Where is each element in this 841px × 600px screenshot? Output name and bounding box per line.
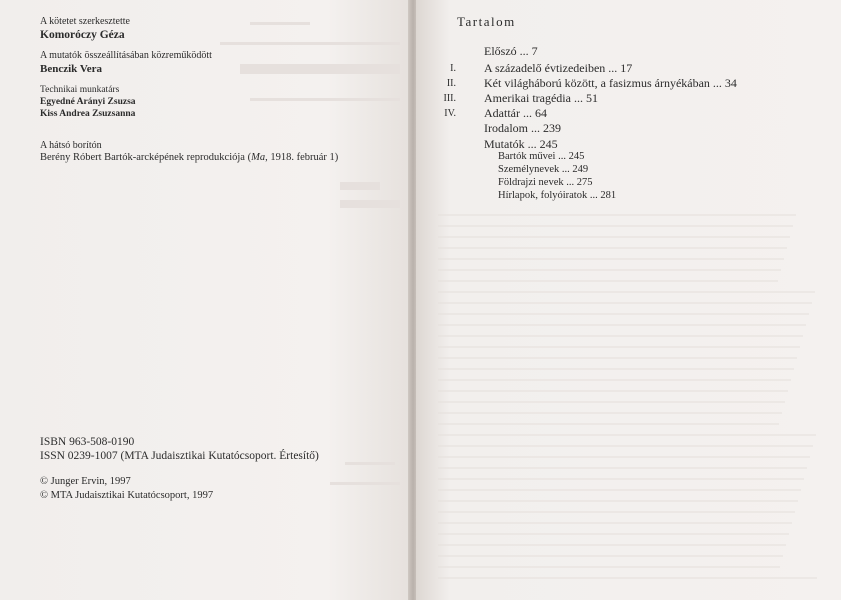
show-through-line: [438, 544, 786, 546]
toc-label: A századelő évtizedeiben ... 17: [484, 61, 633, 75]
isbn: ISBN 963-508-0190: [40, 436, 135, 448]
toc-label: Földrajzi nevek ... 275: [498, 177, 593, 188]
toc-number: II.: [446, 78, 456, 89]
technical-caption: Technikai munkatárs: [40, 85, 120, 95]
cover-text-italic: Ma: [251, 152, 266, 163]
toc-number: I.: [450, 63, 456, 74]
toc-label: Személynevek ... 249: [498, 164, 589, 175]
technical-name: Egyedné Arányi Zsuzsa: [40, 97, 136, 107]
show-through-mark: [340, 200, 400, 208]
show-through-line: [438, 368, 794, 370]
show-through-line: [438, 214, 796, 216]
compiler-caption: A mutatók összeállításában közreműködött: [40, 50, 212, 61]
show-through-line: [438, 236, 790, 238]
show-through-line: [438, 478, 804, 480]
show-through-line: [438, 258, 784, 260]
editor-caption: A kötetet szerkesztette: [40, 16, 130, 27]
show-through-mark: [250, 22, 310, 25]
toc-title: Tartalom: [457, 14, 516, 29]
show-through-mark: [220, 42, 400, 45]
copyright-line: © MTA Judaisztikai Kutatócsoport, 1997: [40, 490, 214, 501]
cover-text-before: Berény Róbert Bartók-arcképének reprodukciója (: [40, 152, 252, 163]
show-through-line: [438, 445, 813, 447]
cover-description: [40, 152, 338, 164]
show-through-line: [438, 500, 798, 502]
show-through-line: [438, 335, 803, 337]
cover-caption: A hátsó borítón: [40, 140, 102, 151]
compiler-name: Benczik Vera: [40, 63, 103, 75]
show-through-line: [438, 434, 816, 436]
show-through-mark: [250, 98, 400, 101]
toc-number: III.: [443, 93, 456, 104]
show-through-line: [438, 379, 791, 381]
show-through-page-number: [798, 578, 801, 590]
show-through-line: [438, 302, 812, 304]
right-page: [416, 0, 841, 600]
toc-label: Amerikai tragédia ... 51: [484, 91, 598, 105]
show-through-line: [438, 269, 781, 271]
toc-label: Mutatók ... 245: [484, 137, 558, 151]
show-through-line: [438, 533, 789, 535]
toc-label: Bartók művei ... 245: [498, 151, 585, 162]
show-through-line: [438, 401, 785, 403]
show-through-line: [438, 577, 817, 579]
show-through-line: [438, 357, 797, 359]
toc-label: Adattár ... 64: [484, 106, 547, 120]
issn: ISSN 0239-1007 (MTA Judaisztikai Kutatócsoport. Értesítő): [40, 450, 319, 462]
show-through-line: [438, 522, 792, 524]
cover-text-after: , 1918. február 1): [265, 152, 339, 163]
show-through-line: [438, 566, 780, 568]
left-page: [0, 0, 410, 600]
show-through-line: [438, 247, 787, 249]
show-through-line: [438, 511, 795, 513]
toc-label: Irodalom ... 239: [484, 121, 561, 135]
show-through-line: [438, 412, 782, 414]
show-through-line: [438, 324, 806, 326]
show-through-line: [438, 346, 800, 348]
show-through-mark: [330, 482, 400, 485]
show-through-line: [438, 555, 783, 557]
show-through-line: [438, 313, 809, 315]
show-through-line: [438, 390, 788, 392]
show-through-line: [438, 291, 815, 293]
show-through-line: [438, 489, 801, 491]
toc-label: Hírlapok, folyóiratok ... 281: [498, 190, 617, 201]
show-through-mark: [345, 462, 395, 465]
show-through-line: [438, 225, 793, 227]
toc-label: Két világháború között, a fasizmus árnyékában ... 34: [484, 76, 737, 90]
toc-number: IV.: [444, 108, 456, 119]
show-through-line: [438, 423, 779, 425]
show-through-line: [438, 467, 807, 469]
technical-name: Kiss Andrea Zsuzsanna: [40, 109, 136, 119]
toc-label: Előszó ... 7: [484, 44, 538, 58]
copyright-line: © Junger Ervin, 1997: [40, 476, 131, 487]
show-through-mark: [340, 182, 380, 190]
editor-name: Komoróczy Géza: [40, 29, 125, 41]
show-through-mark: [240, 64, 400, 74]
show-through-line: [438, 456, 810, 458]
show-through-line: [438, 280, 778, 282]
